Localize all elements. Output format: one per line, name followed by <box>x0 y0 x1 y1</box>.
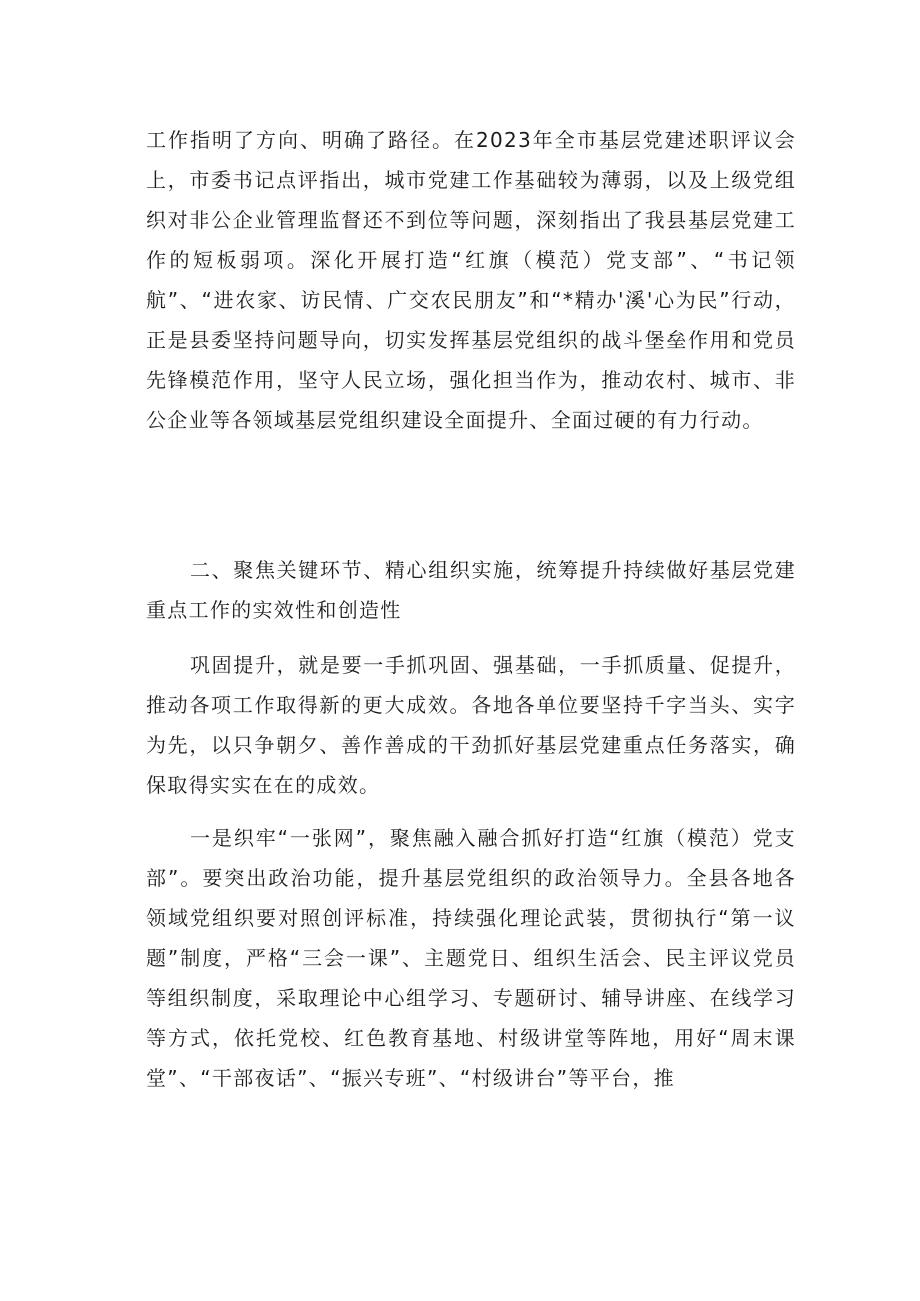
section-heading-2: 二、聚焦关键环节、精心组织实施，统筹提升持续做好基层党建重点工作的实效性和创造性 <box>146 558 796 622</box>
body-paragraph-2: 巩固提升，就是要一手抓巩固、强基础，一手抓质量、促提升，推动各项工作取得新的更大成效。各地各单位要坚持千字当头、实字为先，以只争朝夕、善作善成的干劲抓好基层党建重点任务落实，确保取得实实在在的成效。 <box>146 653 796 797</box>
body-paragraph-3: 一是织牢“一张网”，聚焦融入融合抓好打造“红旗（模范）党支部”。要突出政治功能，提升基层党组织的政治领导力。全县各地各领域党组织要对照创评标准，持续强化理论武装，贯彻执行“第一议题”制度，严格“三会一课”、主题党日、组织生活会、民主评议党员等组织制度，采取理论中心组学习、专题研讨、辅导讲座、在线学习等方式，依托党校、红色教育基地、村级讲堂等阵地，用好“周末课堂”、“干部夜话”、“振兴专班”、“村级讲台”等平台，推 <box>146 826 796 1090</box>
body-paragraph-1: 工作指明了方向、明确了路径。在2023年全市基层党建述职评议会上，市委书记点评指出，城市党建工作基础较为薄弱，以及上级党组织对非公企业管理监督还不到位等问题，深刻指出了我县基层党建工作的短板弱项。深化开展打造“红旗（模范）党支部”、“书记领航”、“进农家、访民情、广交农民朋友”和“*精办'溪'心为民”行动，正是县委坚持问题导向，切实发挥基层党组织的战斗堡垒作用和党员先锋模范作用，坚守人民立场，强化担当作为，推动农村、城市、非公企业等各领域基层党组织建设全面提升、全面过硬的有力行动。 <box>146 128 796 432</box>
